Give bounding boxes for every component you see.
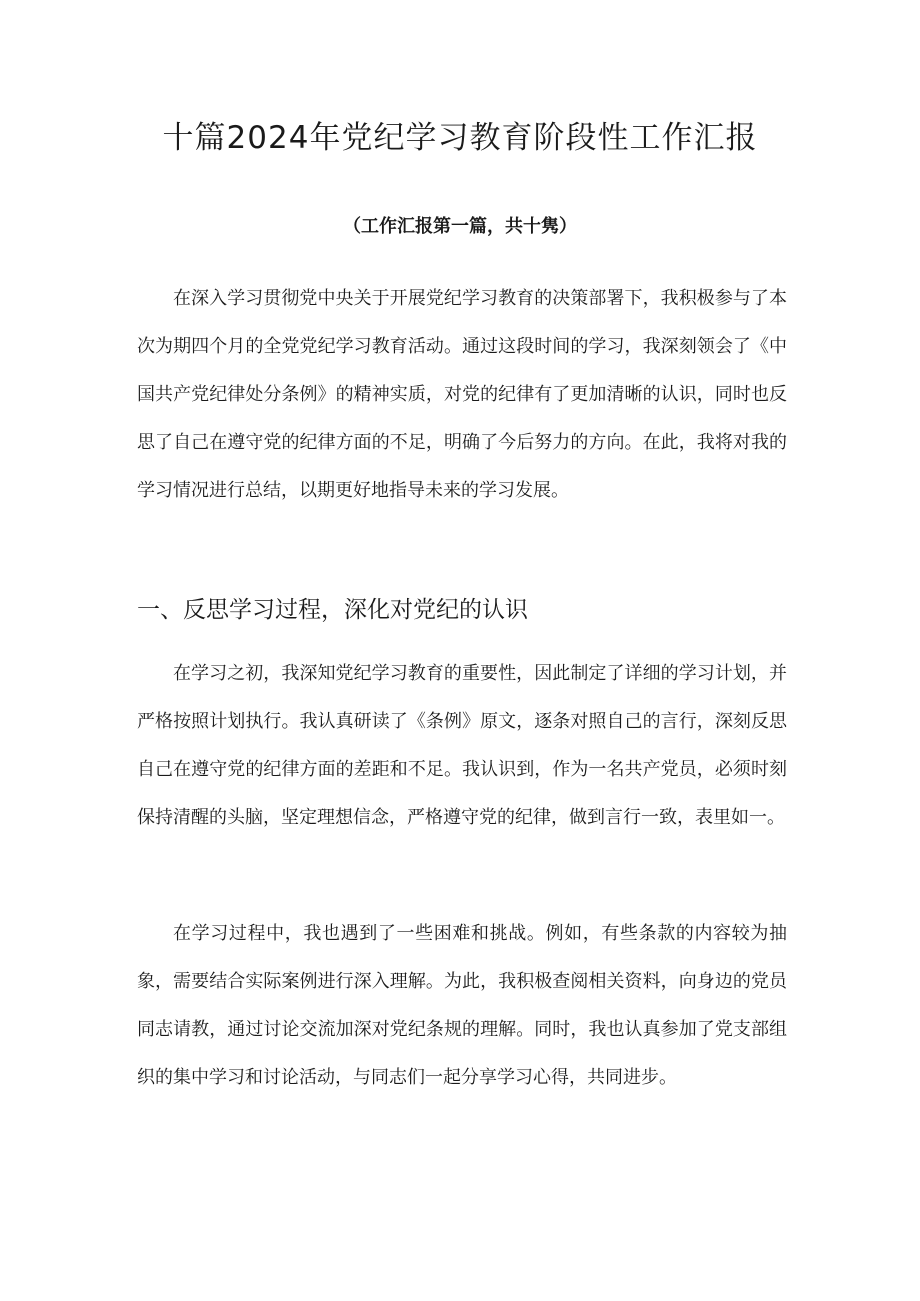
section-heading: 一、反思学习过程，深化对党纪的认识	[137, 597, 528, 623]
intro-paragraph: 在深入学习贯彻党中央关于开展党纪学习教育的决策部署下，我积极参与了本次为期四个月的全党党纪学习教育活动。通过这段时间的学习，我深刻领会了《中国共产党纪律处分条例》的精神实质，对党的纪律有了更加清晰的认识，同时也反思了自己在遵守党的纪律方面的不足，明确了今后努力的方向。在此，我将对我的学习情况进行总结，以期更好地指导未来的学习发展。	[137, 288, 787, 501]
section-paragraph-1: 在学习之初，我深知党纪学习教育的重要性，因此制定了详细的学习计划，并严格按照计划执行。我认真研读了《条例》原文，逐条对照自己的言行，深刻反思自己在遵守党的纪律方面的差距和不足。我认识到，作为一名共产党员，必须时刻保持清醒的头脑，坚定理想信念，严格遵守党的纪律，做到言行一致，表里如一。	[137, 663, 787, 828]
section-paragraph-2: 在学习过程中，我也遇到了一些困难和挑战。例如，有些条款的内容较为抽象，需要结合实际案例进行深入理解。为此，我积极查阅相关资料，向身边的党员同志请教，通过讨论交流加深对党纪条规的理解。同时，我也认真参加了党支部组织的集中学习和讨论活动，与同志们一起分享学习心得，共同进步。	[137, 923, 787, 1088]
document-title: 十篇2024年党纪学习教育阶段性工作汇报	[162, 120, 758, 156]
document-subtitle: （工作汇报第一篇，共十隽）	[343, 216, 577, 237]
